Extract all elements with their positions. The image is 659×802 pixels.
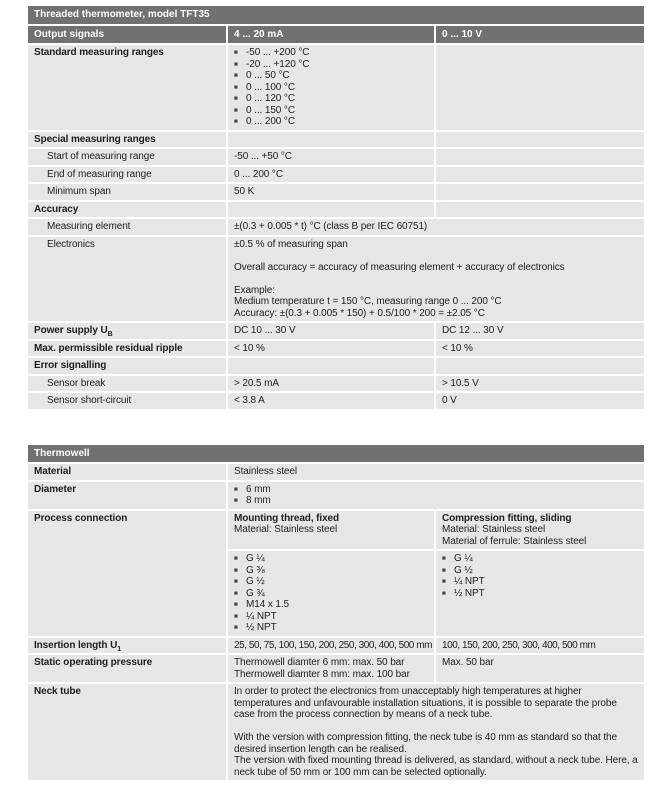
bullet-text: G ½ [454, 564, 473, 576]
text-line [234, 273, 638, 285]
column-header-4-20ma: 4 ... 20 mA [228, 26, 434, 44]
row-label [28, 638, 226, 654]
cell-value: 0 ... 200 °C [228, 167, 434, 183]
row-label: Sensor short-circuit [28, 393, 226, 409]
cell-value: -50 ... +50 °C [228, 149, 434, 165]
cell-value: 50 K [228, 184, 434, 200]
table-row [28, 393, 644, 409]
bullet-line [234, 588, 428, 600]
bullet-text: G ½ [246, 576, 265, 587]
bullet-icon: ■ [234, 497, 238, 504]
bullet-list [234, 553, 428, 634]
table-row [28, 323, 644, 339]
row-label: Minimum span [28, 184, 226, 200]
bullet-icon: ■ [234, 83, 238, 91]
bullet-text: 0 ... 120 °C [246, 93, 295, 104]
bullet-text: -50 ... +200 °C [246, 47, 310, 58]
table-row [28, 655, 644, 682]
row-label: Material [28, 464, 226, 480]
text-lines [442, 524, 638, 547]
bullet-list [234, 484, 638, 507]
text-line: Accuracy: ±(0.3 + 0.005 * 150) + 0.5/100 * 200 = ±2.05 °C [234, 307, 485, 319]
bullet-icon: ■ [234, 49, 238, 56]
bullet-line [234, 495, 638, 507]
cell-value: > 10.5 V [436, 376, 644, 392]
cell-title: Compression fitting, sliding [442, 512, 572, 524]
table-row [28, 482, 644, 509]
table-title: Threaded thermometer, model TFT35 [28, 6, 644, 24]
bullet-icon: ■ [234, 106, 238, 114]
bullet-list [234, 47, 428, 128]
bullet-text: ¼ NPT [246, 610, 277, 622]
table-row [28, 464, 644, 480]
row-label: Static operating pressure [28, 655, 226, 682]
row-label: Max. permissible residual ripple [28, 341, 226, 357]
bullet-line [234, 622, 428, 634]
bullet-icon: ■ [234, 118, 238, 125]
text-lines [234, 239, 638, 320]
text-line: In order to protect the electronics from unacceptably high temperatures at higher temperatures and unfavourable installation situations, it is possible to separate the probe case from the process connection by means of a neck tube. [234, 686, 617, 720]
empty-cell [228, 132, 434, 148]
bullet-icon: ■ [234, 555, 238, 562]
table-row [28, 376, 644, 392]
text-line: ±0.5 % of measuring span [234, 238, 348, 250]
section-row [28, 358, 644, 374]
table-title-row [28, 445, 644, 463]
label-text: Power supply U [34, 325, 108, 336]
bullet-text: G ¼ [454, 553, 473, 564]
text-lines [234, 524, 428, 536]
bullet-icon: ■ [442, 589, 446, 597]
bullet-text: M14 x 1.5 [246, 599, 290, 610]
cell-value [228, 511, 434, 550]
cell-value [436, 511, 644, 550]
row-label: Standard measuring ranges [28, 45, 226, 130]
row-label: Sensor break [28, 376, 226, 392]
bullet-line [234, 553, 428, 565]
bullet-icon: ■ [234, 485, 238, 493]
cell-value: Stainless steel [228, 464, 644, 480]
bullet-text: 0 ... 100 °C [246, 81, 295, 93]
empty-cell [436, 149, 644, 165]
bullet-line [442, 588, 638, 600]
table-title: Thermowell [28, 445, 644, 463]
text-line: Material: Stainless steel [234, 524, 338, 535]
column-header-row [28, 26, 644, 44]
spec-table-thermowell [26, 443, 646, 783]
cell-title: Mounting thread, fixed [234, 512, 340, 524]
bullet-text: G ¾ [246, 587, 265, 599]
bullet-line [442, 553, 638, 565]
empty-cell [436, 202, 644, 218]
table-row [28, 219, 644, 235]
cell-value: DC 12 ... 30 V [436, 323, 644, 339]
label-subscript: 1 [117, 645, 122, 653]
column-header-output-signals: Output signals [28, 26, 226, 44]
text-line: Thermowell diamter 6 mm: max. 50 bar [234, 657, 405, 668]
bullet-line [234, 565, 428, 577]
bullet-line [234, 47, 428, 59]
bullet-line [234, 116, 428, 128]
bullet-line [234, 611, 428, 623]
table-row [28, 149, 644, 165]
text-line: Material: Stainless steel [442, 524, 546, 535]
bullet-icon: ■ [234, 624, 238, 631]
section-row [28, 132, 644, 148]
column-header-0-10v: 0 ... 10 V [436, 26, 644, 44]
bullet-icon: ■ [234, 72, 238, 79]
bullet-line [442, 576, 638, 588]
cell-value [228, 237, 644, 322]
bullet-line [442, 565, 638, 577]
bullet-line [234, 484, 638, 496]
bullet-text: G ¼ [246, 553, 265, 564]
spec-table-thermometer [26, 4, 646, 411]
bullet-text: ½ NPT [454, 587, 485, 599]
table-row [28, 684, 644, 780]
cell-value [228, 45, 434, 130]
empty-cell [436, 358, 644, 374]
text-line: Medium temperature t = 150 °C, measuring range 0 ... 200 °C [234, 296, 502, 307]
bullet-text: -20 ... +120 °C [246, 58, 310, 70]
cell-value [228, 655, 434, 682]
cell-value: 100, 150, 200, 250, 300, 400, 500 mm [436, 638, 644, 654]
cell-value: 0 V [436, 393, 644, 409]
bullet-icon: ■ [234, 601, 238, 608]
row-label: Start of measuring range [28, 149, 226, 165]
row-label: Measuring element [28, 219, 226, 235]
bullet-icon: ■ [442, 578, 446, 585]
cell-value [436, 551, 644, 636]
bullet-text: ½ NPT [246, 622, 277, 633]
text-line: Overall accuracy = accuracy of measuring element + accuracy of electronics [234, 261, 565, 273]
empty-cell [436, 45, 644, 130]
cell-value: DC 10 ... 30 V [228, 323, 434, 339]
empty-cell [436, 167, 644, 183]
bullet-line [234, 70, 428, 82]
text-line: Thermowell diamter 8 mm: max. 100 bar [234, 668, 410, 680]
cell-value: < 3.8 A [228, 393, 434, 409]
bullet-line [234, 599, 428, 611]
table-title-row [28, 6, 644, 24]
table-row [28, 511, 644, 550]
bullet-line [234, 93, 428, 105]
bullet-text: 8 mm [246, 495, 271, 506]
bullet-icon: ■ [442, 555, 446, 562]
section-label: Error signalling [28, 358, 226, 374]
label-subscript: B [107, 331, 113, 338]
section-row [28, 202, 644, 218]
bullet-text: G ⅜ [246, 564, 265, 576]
cell-value: > 20.5 mA [228, 376, 434, 392]
row-label: Electronics [28, 237, 226, 322]
cell-value: ±(0.3 + 0.005 * t) °C (class B per IEC 60751) [228, 219, 644, 235]
bullet-line [234, 576, 428, 588]
table-row [28, 638, 644, 654]
cell-value [228, 684, 644, 780]
bullet-list [442, 553, 638, 599]
empty-cell [228, 202, 434, 218]
bullet-icon: ■ [234, 612, 238, 620]
bullet-text: 6 mm [246, 483, 271, 495]
bullet-line [234, 82, 428, 94]
cell-value: < 10 % [436, 341, 644, 357]
empty-cell [436, 132, 644, 148]
row-label [28, 323, 226, 339]
bullet-icon: ■ [442, 566, 446, 574]
bullet-line [234, 105, 428, 117]
table-row [28, 167, 644, 183]
label-text: Insertion length U [34, 639, 118, 651]
table-row [28, 237, 644, 322]
table-row [28, 184, 644, 200]
table-row [28, 45, 644, 130]
row-label: Neck tube [28, 684, 226, 780]
cell-value: < 10 % [228, 341, 434, 357]
table-row [28, 341, 644, 357]
text-lines [234, 657, 428, 680]
text-line: With the version with compression fitting, the neck tube is 40 mm as standard so that the desired insertion length can be realised. [234, 732, 617, 755]
bullet-line [234, 59, 428, 71]
cell-value [228, 482, 644, 509]
bullet-icon: ■ [234, 566, 238, 574]
bullet-text: ¼ NPT [454, 576, 485, 587]
empty-cell [436, 184, 644, 200]
cell-value: Max. 50 bar [436, 655, 644, 682]
bullet-text: 0 ... 50 °C [246, 70, 290, 81]
bullet-icon: ■ [234, 578, 238, 585]
row-label: Diameter [28, 482, 226, 509]
bullet-text: 0 ... 150 °C [246, 104, 295, 116]
text-line: The version with fixed mounting thread is delivered, as standard, without a neck tube. Here, a neck tube of 50 mm or 100 mm can be selected optionally. [234, 755, 638, 778]
text-line: Material of ferrule: Stainless steel [442, 535, 587, 547]
text-line: Example: [234, 284, 275, 296]
bullet-text: 0 ... 200 °C [246, 116, 295, 127]
bullet-icon: ■ [234, 95, 238, 102]
section-label: Accuracy [28, 202, 226, 218]
bullet-icon: ■ [234, 589, 238, 597]
row-label: Process connection [28, 511, 226, 636]
section-label: Special measuring ranges [28, 132, 226, 148]
text-line [234, 250, 638, 262]
cell-value: 25, 50, 75, 100, 150, 200, 250, 300, 400, 500 mm [228, 638, 434, 654]
text-lines [234, 686, 638, 778]
row-label: End of measuring range [28, 167, 226, 183]
empty-cell [228, 358, 434, 374]
text-line [234, 721, 638, 733]
cell-value [228, 551, 434, 636]
bullet-icon: ■ [234, 60, 238, 68]
